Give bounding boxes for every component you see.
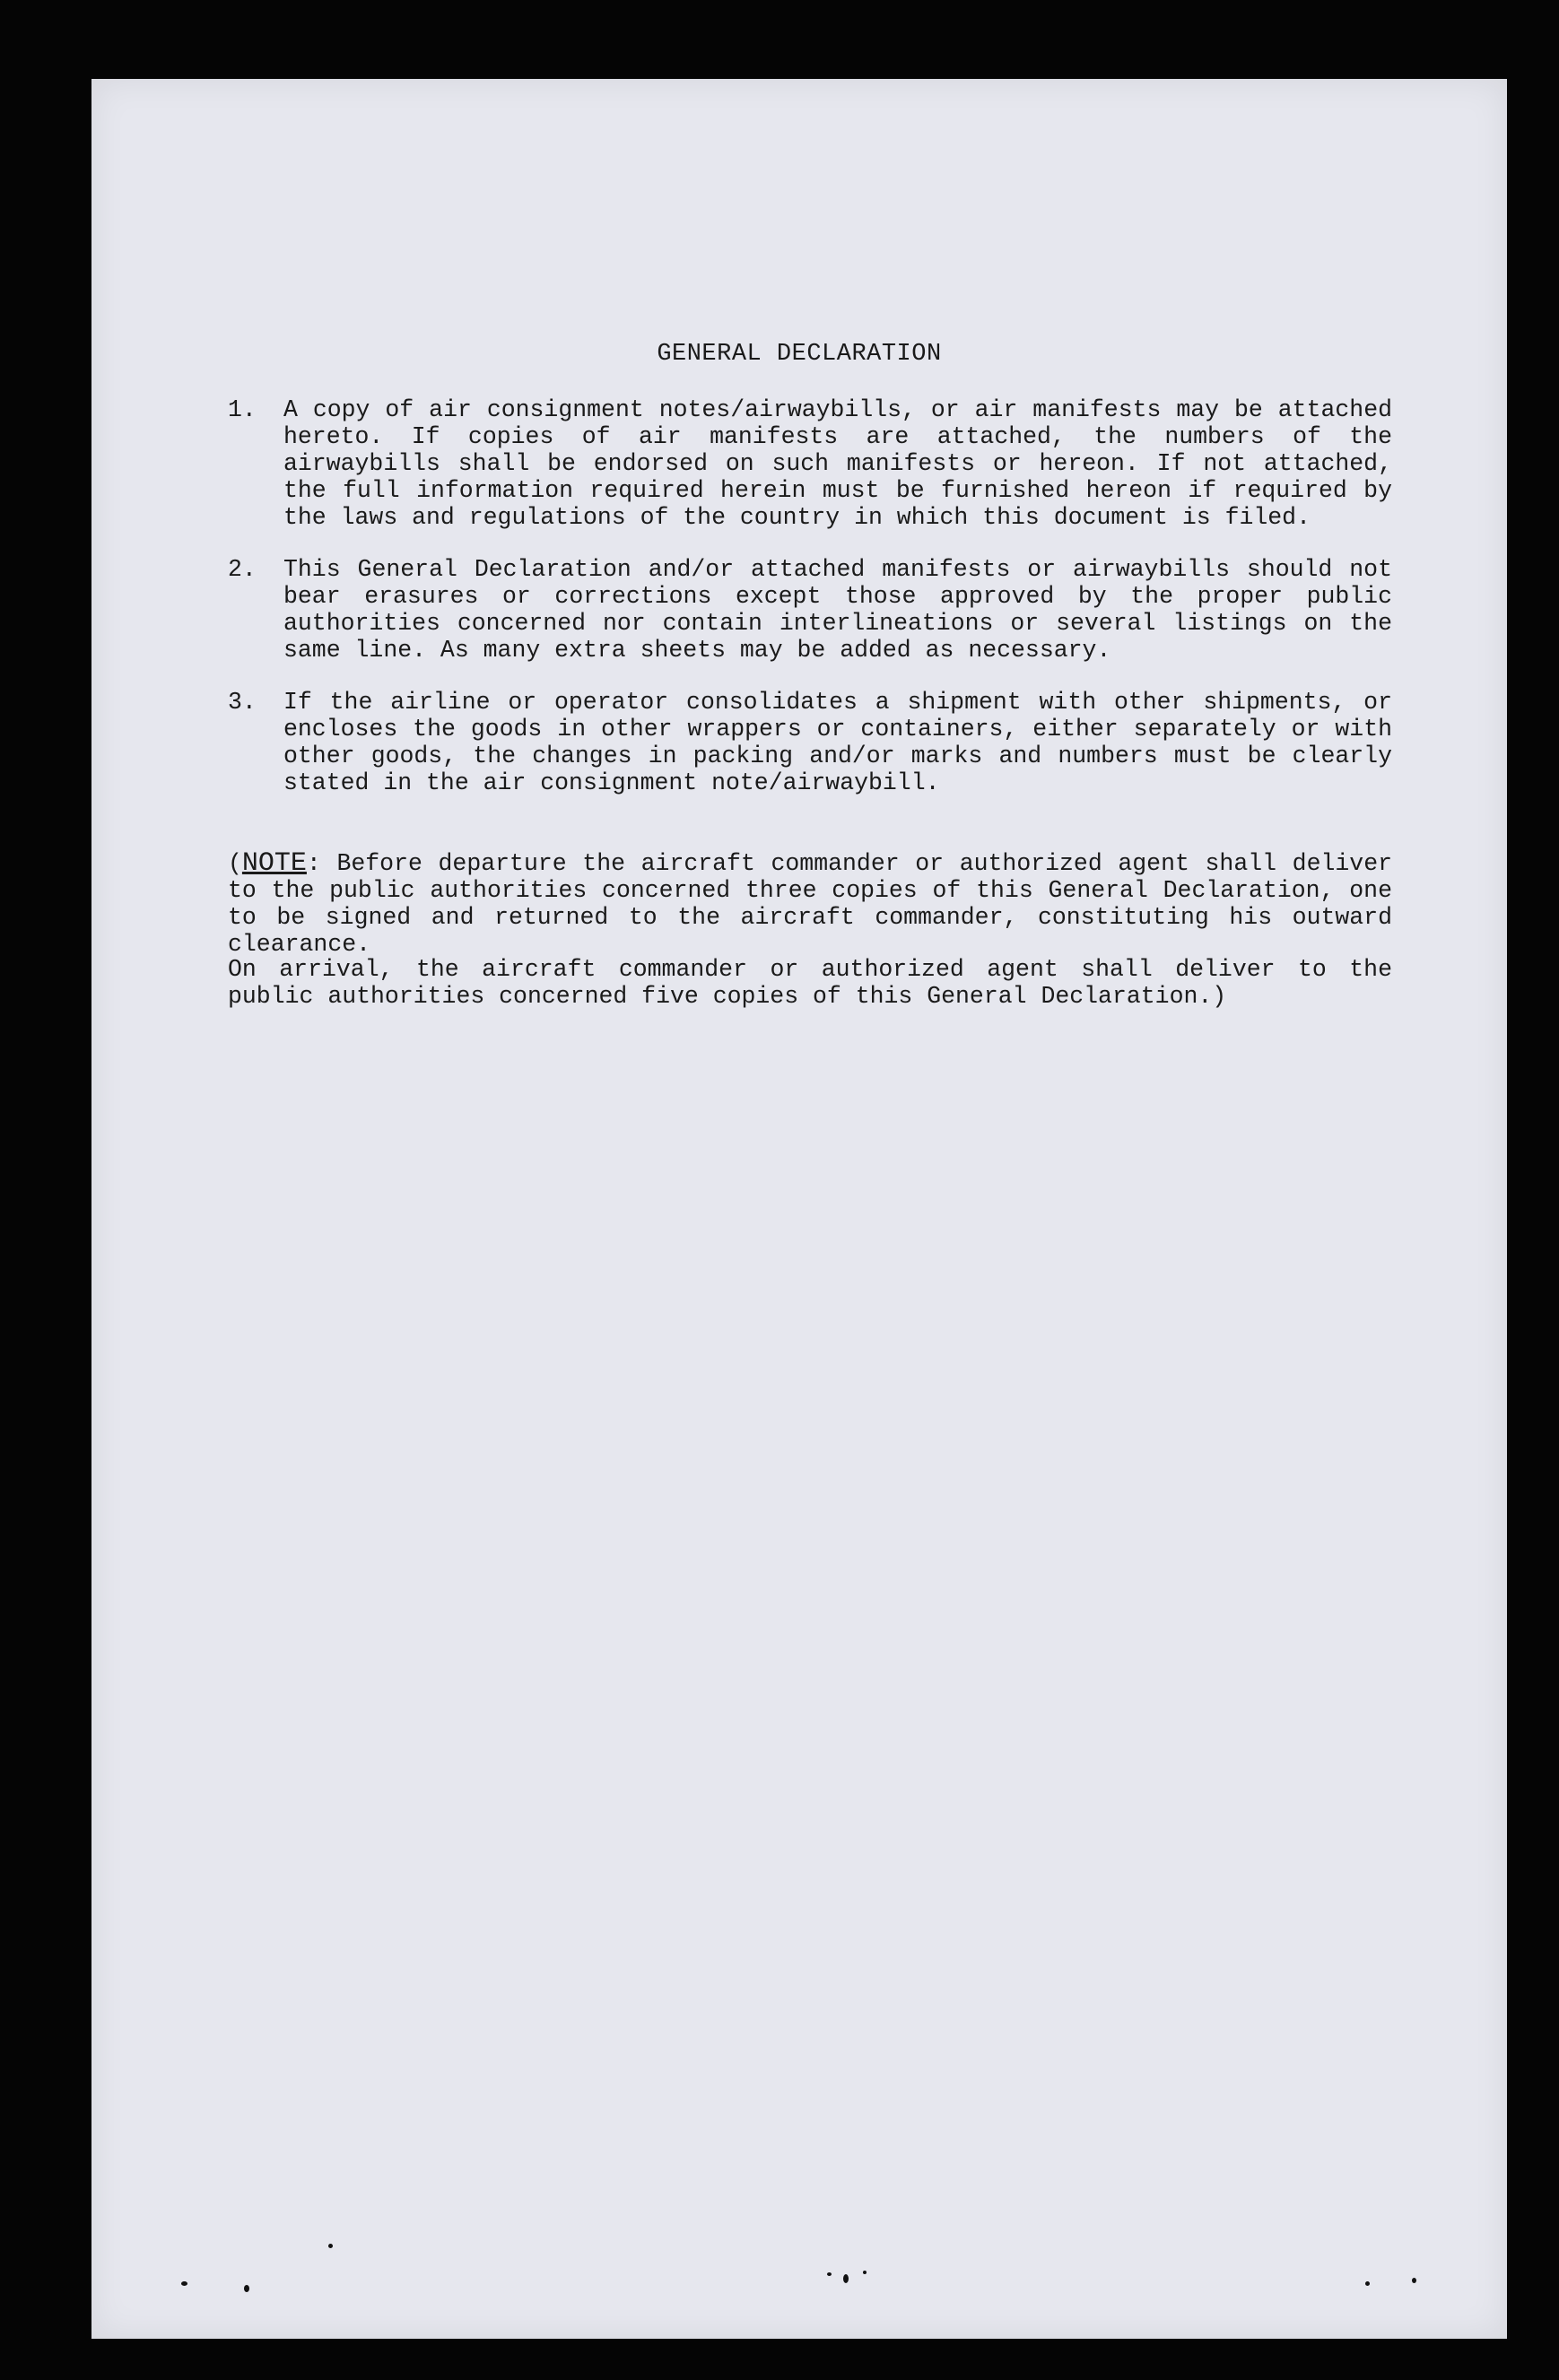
note-departure-text: Before departure the aircraft commander or authorized agent shall deliver to the public authorities concerned three copies of this General Declaration, one to be signed and returned to the aircraft commander, constituting his outward clearance. [228, 850, 1392, 958]
item-number: 3. [228, 689, 257, 716]
scan-speck [244, 2285, 249, 2292]
instruction-item-3 [228, 689, 1484, 796]
instruction-item-2 [228, 556, 1484, 664]
scan-speck [328, 2244, 333, 2248]
scan-speck [1365, 2281, 1370, 2286]
note-departure [228, 850, 1392, 958]
note-arrival: On arrival, the aircraft commander or authorized agent shall deliver to the public authorities concerned five copies of this General Declaration.) [228, 956, 1392, 1010]
scan-speck [863, 2271, 867, 2274]
scan-speck [1412, 2278, 1416, 2283]
item-text: This General Declaration and/or attached manifests or airwaybills should not bear erasures or corrections except those approved by the proper public authorities concerned nor contain interlineations or several listings on the same line. As many extra sheets may be added as necessary. [283, 556, 1392, 664]
item-text: A copy of air consignment notes/airwaybills, or air manifests may be attached hereto. If copies of air manifests are attached, the numbers of the airwaybills shall be endorsed on such manifests or hereon. If not attached, the full information required herein must be furnished hereon if required by the laws and regulations of the country in which this document is filed. [283, 396, 1392, 531]
instruction-item-1 [228, 396, 1484, 531]
item-text: If the airline or operator consolidates a shipment with other shipments, or encloses the goods in other wrappers or containers, either separately or with other goods, the changes in packing and/or marks and numbers must be clearly stated in the air consignment note/airwaybill. [283, 689, 1392, 796]
item-number: 1. [228, 396, 257, 423]
scan-speck [843, 2274, 849, 2283]
note-colon: : [306, 850, 321, 877]
note-open-paren: ( [228, 850, 242, 877]
document-page [91, 79, 1507, 2339]
document-title: GENERAL DECLARATION [657, 341, 942, 368]
scan-speck [827, 2272, 832, 2276]
item-number: 2. [228, 556, 257, 583]
scan-speck [181, 2281, 187, 2286]
note-label: NOTE [241, 848, 307, 879]
